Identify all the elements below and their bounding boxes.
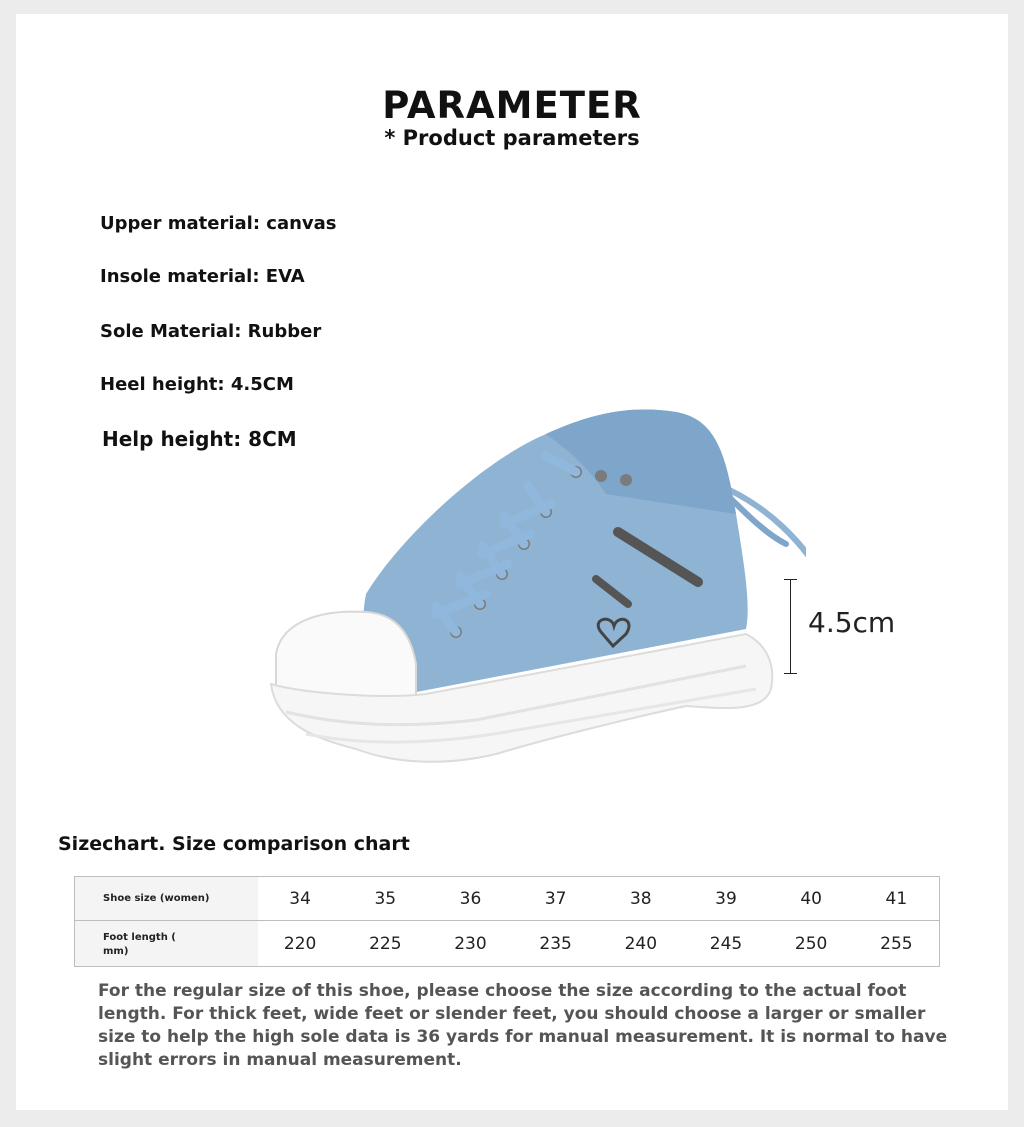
shoe-size-cell: 36 xyxy=(428,877,513,921)
foot-length-cell: 225 xyxy=(343,921,428,967)
foot-length-cell: 245 xyxy=(683,921,768,967)
row-header-foot-length: Foot length ( mm) xyxy=(75,921,258,967)
table-row xyxy=(75,877,940,921)
measure-line xyxy=(790,579,791,674)
param-heel-height: Heel height: 4.5CM xyxy=(100,374,294,395)
param-help-height: Help height: 8CM xyxy=(102,427,297,451)
page-title: PARAMETER xyxy=(382,84,642,127)
size-chart-title: Sizechart. Size comparison chart xyxy=(58,833,410,855)
shoe-size-cell: 38 xyxy=(598,877,683,921)
product-parameter-card xyxy=(16,14,1008,1110)
shoe-size-cell: 39 xyxy=(683,877,768,921)
shoe-size-cell: 35 xyxy=(343,877,428,921)
foot-length-cell: 255 xyxy=(854,921,940,967)
foot-length-cell: 240 xyxy=(598,921,683,967)
param-sole-material: Sole Material: Rubber xyxy=(100,321,322,342)
table-row xyxy=(75,921,940,967)
high-top-sneaker-icon xyxy=(246,394,806,774)
foot-length-cell: 250 xyxy=(769,921,854,967)
heel-measurement-label: 4.5cm xyxy=(808,606,896,639)
shoe-size-cell: 40 xyxy=(769,877,854,921)
foot-length-cell: 230 xyxy=(428,921,513,967)
sneaker-image xyxy=(246,394,806,774)
param-insole-material: Insole material: EVA xyxy=(100,266,305,287)
shoe-size-cell: 34 xyxy=(258,877,343,921)
foot-length-cell: 220 xyxy=(258,921,343,967)
page-subtitle: * Product parameters xyxy=(384,126,640,150)
measure-tick-bottom xyxy=(784,673,797,674)
param-upper-material: Upper material: canvas xyxy=(100,213,337,234)
foot-length-cell: 235 xyxy=(513,921,598,967)
row-header-shoe-size: Shoe size (women) xyxy=(75,877,258,921)
size-chart-table xyxy=(74,876,940,967)
size-advice-note: For the regular size of this shoe, please choose the size according to the actual foot length. For thick feet, wide feet or slender feet, you should choose a larger or smaller size to help the high sole data is 36 yards for manual measurement. It is normal to have slight errors in manual measurement. xyxy=(98,981,948,1070)
shoe-size-cell: 37 xyxy=(513,877,598,921)
shoe-size-cell: 41 xyxy=(854,877,940,921)
